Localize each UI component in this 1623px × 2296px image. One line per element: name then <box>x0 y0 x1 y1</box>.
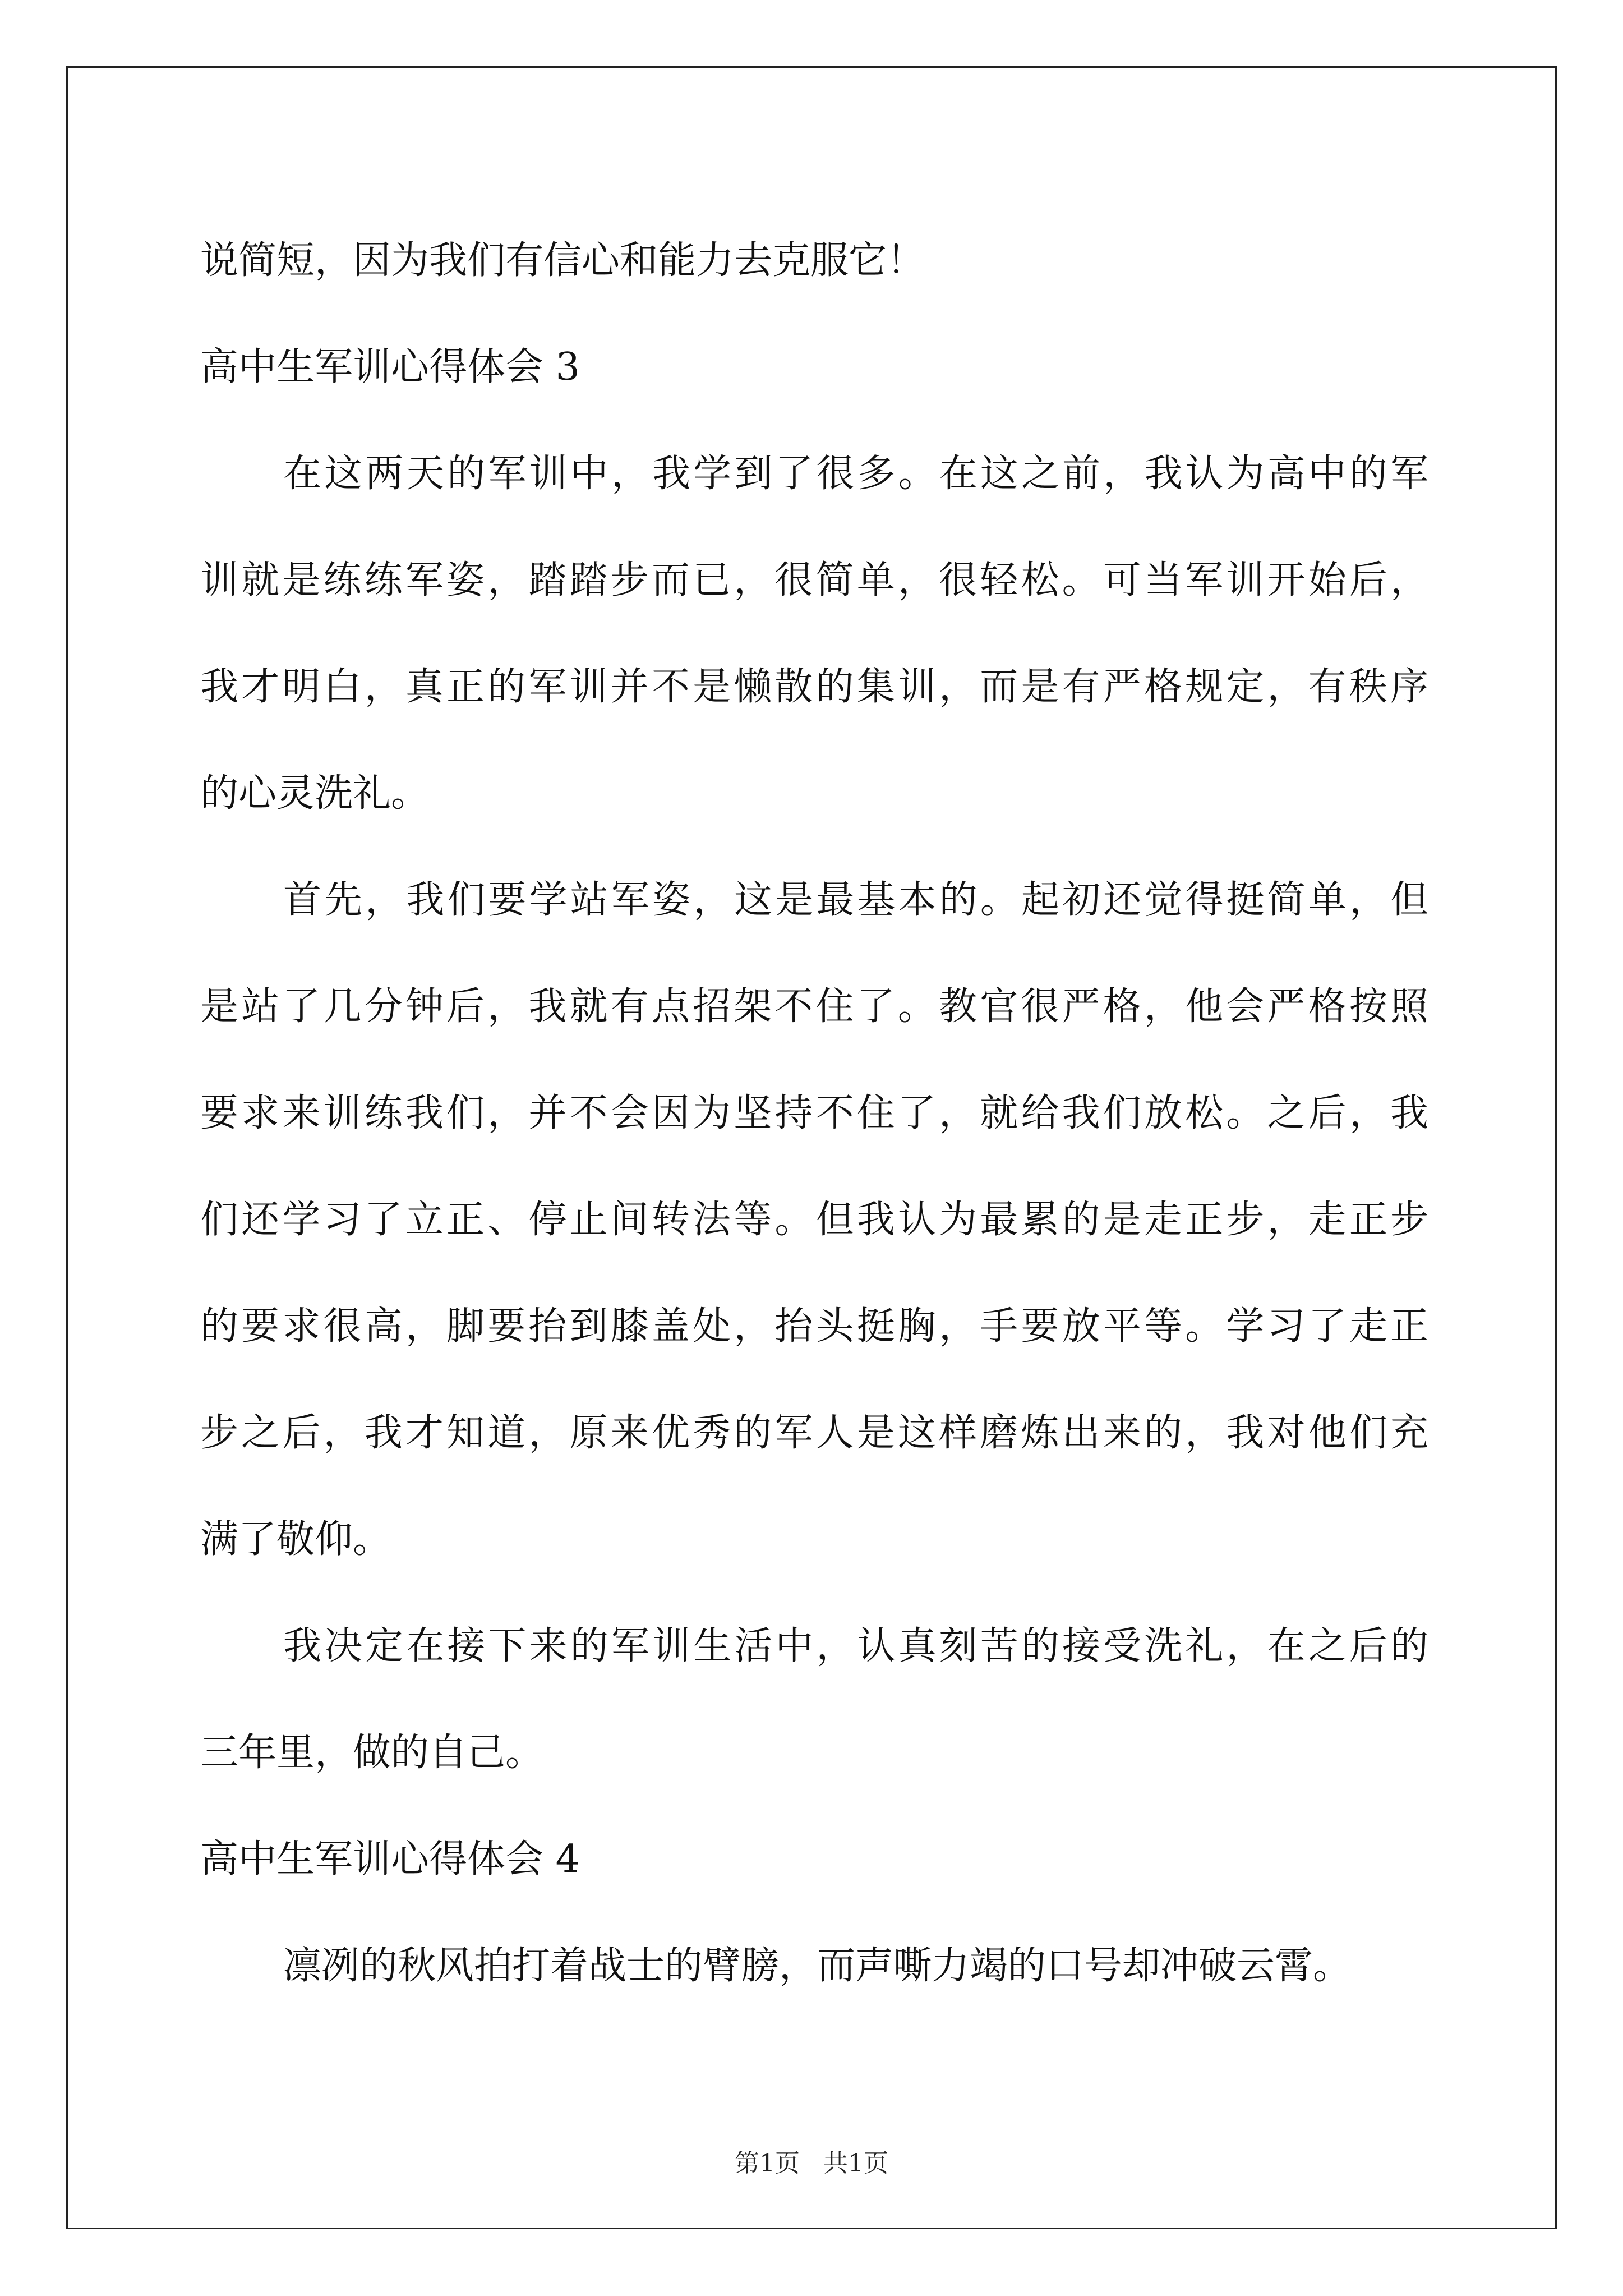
section-heading: 高中生军训心得体会 3 <box>200 345 580 389</box>
page-footer <box>0 2143 1623 2179</box>
text-line: 在这两天的军训中，我学到了很多。在这之前，我认为高中的军 <box>283 452 1428 496</box>
page-total: 共1页 <box>823 2149 888 2178</box>
text-line: 训就是练练军姿，踏踏步而已，很简单，很轻松。可当军训开始后， <box>200 558 1428 602</box>
text-line: 三年里，做的自己。 <box>200 1731 544 1775</box>
section-heading: 高中生军训心得体会 4 <box>200 1837 580 1881</box>
document-body <box>200 208 1428 2019</box>
text-line: 我决定在接下来的军训生活中，认真刻苦的接受洗礼，在之后的 <box>283 1624 1428 1668</box>
text-line: 是站了几分钟后，我就有点招架不住了。教官很严格，他会严格按照 <box>200 984 1428 1029</box>
text-line: 我才明白，真正的军训并不是懒散的集训，而是有严格规定，有秩序 <box>200 665 1428 709</box>
text-line: 凛冽的秋风拍打着战士的臂膀，而声嘶力竭的口号却冲破云霄。 <box>283 1944 1352 1988</box>
text-line: 的心灵洗礼。 <box>200 771 430 816</box>
text-line: 首先，我们要学站军姿，这是最基本的。起初还觉得挺简单，但 <box>283 878 1428 922</box>
text-line: 步之后，我才知道，原来优秀的军人是这样磨炼出来的，我对他们充 <box>200 1411 1428 1455</box>
text-line: 说简短，因为我们有信心和能力去克服它！ <box>200 238 925 283</box>
page-number: 第1页 <box>735 2149 800 2178</box>
text-line: 要求来训练我们，并不会因为坚持不住了，就给我们放松。之后，我 <box>200 1091 1428 1135</box>
text-line: 满了敬仰。 <box>200 1517 391 1562</box>
text-line: 们还学习了立正、停止间转法等。但我认为最累的是走正步，走正步 <box>200 1198 1428 1242</box>
text-line: 的要求很高，脚要抬到膝盖处，抬头挺胸，手要放平等。学习了走正 <box>200 1304 1428 1349</box>
